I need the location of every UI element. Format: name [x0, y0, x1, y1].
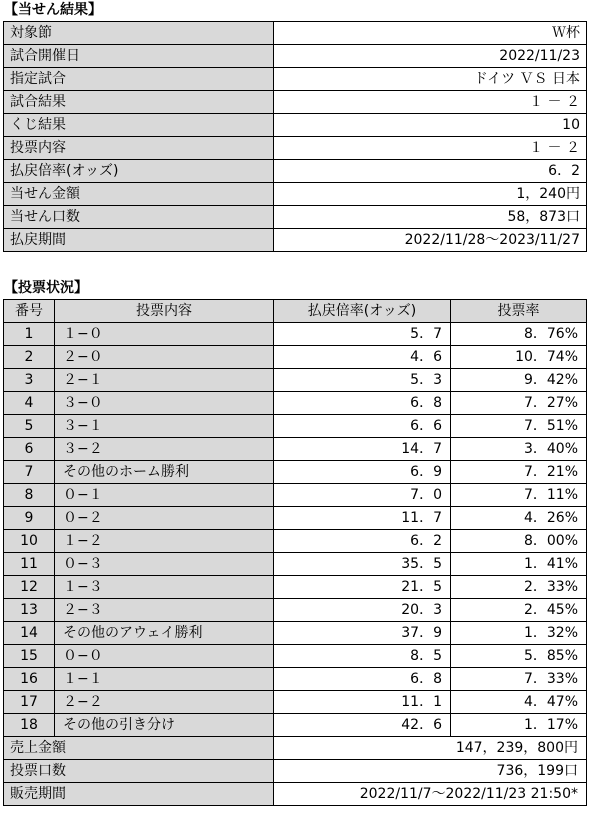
result-row [4, 114, 587, 137]
vote-content: ０−２ [55, 507, 274, 530]
result-label: 試合開催日 [4, 45, 274, 68]
vote-rate: 7．27% [451, 392, 587, 415]
vote-row [4, 507, 587, 530]
vote-no: 16 [4, 668, 55, 691]
vote-row [4, 461, 587, 484]
vote-rate: 7．11% [451, 484, 587, 507]
vote-no: 18 [4, 714, 55, 737]
vote-odds: 20．3 [274, 599, 451, 622]
vote-no: 9 [4, 507, 55, 530]
vote-rate: 1．17% [451, 714, 587, 737]
vote-row [4, 415, 587, 438]
vote-odds: 4．6 [274, 346, 451, 369]
vote-row [4, 599, 587, 622]
result-row [4, 206, 587, 229]
vote-no: 4 [4, 392, 55, 415]
vote-footer-row [4, 783, 587, 806]
vote-rate: 10．74% [451, 346, 587, 369]
vote-no: 12 [4, 576, 55, 599]
result-value: ドイツ ＶＳ 日本 [274, 68, 587, 91]
vote-row [4, 530, 587, 553]
vote-content: １−１ [55, 668, 274, 691]
vote-footer-row [4, 760, 587, 783]
vote-content: １−２ [55, 530, 274, 553]
vote-odds: 7．0 [274, 484, 451, 507]
vote-odds: 6．9 [274, 461, 451, 484]
vote-rate: 8．00% [451, 530, 587, 553]
header-no: 番号 [4, 300, 55, 323]
vote-odds: 21．5 [274, 576, 451, 599]
result-value: 58，873口 [274, 206, 587, 229]
vote-content: その他の引き分け [55, 714, 274, 737]
vote-no: 5 [4, 415, 55, 438]
vote-no: 14 [4, 622, 55, 645]
result-label: 当せん口数 [4, 206, 274, 229]
vote-odds: 37．9 [274, 622, 451, 645]
result-value: 2022/11/23 [274, 45, 587, 68]
result-label: 当せん金額 [4, 183, 274, 206]
vote-content: ２−３ [55, 599, 274, 622]
vote-content: ０−０ [55, 645, 274, 668]
vote-rate: 3．40% [451, 438, 587, 461]
result-row [4, 45, 587, 68]
vote-row [4, 668, 587, 691]
vote-row [4, 438, 587, 461]
vote-rate: 1．32% [451, 622, 587, 645]
footer-value: 147，239，800円 [274, 737, 587, 760]
vote-odds: 6．6 [274, 415, 451, 438]
vote-header-row [4, 300, 587, 323]
vote-content: その他のホーム勝利 [55, 461, 274, 484]
header-odds: 払戻倍率(オッズ) [274, 300, 451, 323]
vote-content: １−０ [55, 323, 274, 346]
footer-label: 販売期間 [4, 783, 274, 806]
vote-odds: 5．3 [274, 369, 451, 392]
vote-no: 1 [4, 323, 55, 346]
vote-row [4, 714, 587, 737]
vote-no: 8 [4, 484, 55, 507]
result-row [4, 22, 587, 45]
vote-odds: 6．2 [274, 530, 451, 553]
result-value: 6．2 [274, 160, 587, 183]
vote-odds: 42．6 [274, 714, 451, 737]
header-content: 投票内容 [55, 300, 274, 323]
vote-section-title: 【投票状況】 [4, 280, 88, 296]
vote-no: 11 [4, 553, 55, 576]
result-value: Ｗ杯 [274, 22, 587, 45]
result-row [4, 183, 587, 206]
result-row [4, 68, 587, 91]
vote-no: 17 [4, 691, 55, 714]
vote-rate: 2．45% [451, 599, 587, 622]
vote-no: 10 [4, 530, 55, 553]
vote-row [4, 645, 587, 668]
vote-no: 15 [4, 645, 55, 668]
vote-row [4, 484, 587, 507]
result-label: 投票内容 [4, 137, 274, 160]
vote-no: 6 [4, 438, 55, 461]
vote-no: 13 [4, 599, 55, 622]
footer-value: 736，199口 [274, 760, 587, 783]
footer-value: 2022/11/7～2022/11/23 21:50* [274, 783, 587, 806]
result-row [4, 229, 587, 252]
vote-row [4, 346, 587, 369]
vote-odds: 8．5 [274, 645, 451, 668]
vote-content: ３−２ [55, 438, 274, 461]
vote-footer-row [4, 737, 587, 760]
vote-odds: 11．1 [274, 691, 451, 714]
result-value: １ － ２ [274, 137, 587, 160]
vote-row [4, 323, 587, 346]
result-row [4, 160, 587, 183]
vote-rate: 2．33% [451, 576, 587, 599]
result-row [4, 137, 587, 160]
result-table [3, 21, 587, 252]
vote-row [4, 576, 587, 599]
footer-label: 売上金額 [4, 737, 274, 760]
vote-content: ２−１ [55, 369, 274, 392]
vote-rate: 7．21% [451, 461, 587, 484]
vote-rate: 5．85% [451, 645, 587, 668]
result-label: 対象節 [4, 22, 274, 45]
result-label: 払戻倍率(オッズ) [4, 160, 274, 183]
vote-row [4, 553, 587, 576]
result-value: 10 [274, 114, 587, 137]
result-value: 1，240円 [274, 183, 587, 206]
vote-rate: 9．42% [451, 369, 587, 392]
vote-rate: 1．41% [451, 553, 587, 576]
vote-odds: 6．8 [274, 668, 451, 691]
vote-content: ２−２ [55, 691, 274, 714]
vote-rate: 7．51% [451, 415, 587, 438]
result-value: 2022/11/28～2023/11/27 [274, 229, 587, 252]
vote-row [4, 369, 587, 392]
result-label: 払戻期間 [4, 229, 274, 252]
vote-content: その他のアウェイ勝利 [55, 622, 274, 645]
vote-rate: 7．33% [451, 668, 587, 691]
vote-odds: 35．5 [274, 553, 451, 576]
vote-no: 7 [4, 461, 55, 484]
vote-row [4, 392, 587, 415]
vote-no: 2 [4, 346, 55, 369]
vote-rate: 4．26% [451, 507, 587, 530]
vote-content: ０−１ [55, 484, 274, 507]
header-rate: 投票率 [451, 300, 587, 323]
result-row [4, 91, 587, 114]
vote-odds: 5．7 [274, 323, 451, 346]
result-section-title: 【当せん結果】 [4, 2, 102, 18]
vote-content: ３−１ [55, 415, 274, 438]
vote-content: ０−３ [55, 553, 274, 576]
vote-odds: 11．7 [274, 507, 451, 530]
vote-content: １−３ [55, 576, 274, 599]
vote-table [3, 299, 587, 806]
vote-rate: 8．76% [451, 323, 587, 346]
vote-content: ３−０ [55, 392, 274, 415]
vote-odds: 14．7 [274, 438, 451, 461]
result-label: 指定試合 [4, 68, 274, 91]
result-label: 試合結果 [4, 91, 274, 114]
vote-no: 3 [4, 369, 55, 392]
footer-label: 投票口数 [4, 760, 274, 783]
vote-odds: 6．8 [274, 392, 451, 415]
vote-row [4, 622, 587, 645]
vote-rate: 4．47% [451, 691, 587, 714]
vote-content: ２−０ [55, 346, 274, 369]
result-label: くじ結果 [4, 114, 274, 137]
vote-row [4, 691, 587, 714]
result-value: １ － ２ [274, 91, 587, 114]
